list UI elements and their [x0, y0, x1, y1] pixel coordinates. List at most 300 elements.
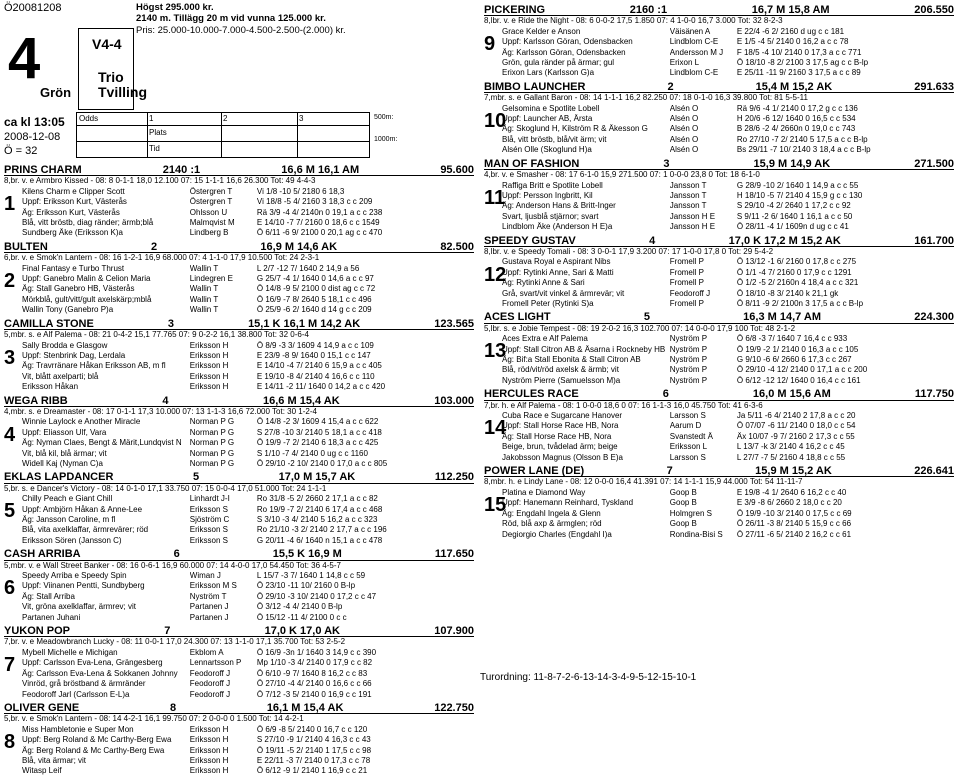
split-500m-label: 500m:: [374, 114, 394, 121]
start-driver: Lindblom C-E: [669, 37, 719, 47]
start-driver: Feodoroff J: [189, 679, 231, 689]
horse-meta: 4,mbr. s. e Dreamaster - 08: 17 0-1-1 17,3 10.000 07: 13 1-1-3 16,6 72.000 Tot: 30 1-2-4: [4, 406, 317, 416]
horse-earnings: 122.750: [434, 701, 474, 714]
horse-earnings: 271.500: [914, 157, 954, 170]
start-result: Ö 29/10 -3 10/ 2140 0 17,2 c c 47: [256, 591, 377, 601]
start-row: [4, 690, 474, 700]
start-row: [4, 208, 474, 218]
start-result: Äx 10/07 -9 7/ 2160 2 17,3 c c 55: [736, 431, 855, 441]
race-color: Grön: [40, 85, 72, 100]
start-result: F 18/5 -4 10/ 2140 0 17,3 a c c 771: [736, 47, 862, 57]
start-driver: Eriksson H: [189, 724, 229, 734]
start-result: Ö 6/12 -9 1/ 2140 1 16,9 c c 21: [256, 766, 368, 776]
start-result: Ö 3/12 -4 4/ 2140 0 B-lp: [256, 602, 343, 612]
start-desc: Alsén Olle (Skoglund H)a: [502, 145, 592, 155]
horse-post: 2: [151, 240, 158, 253]
start-row: [484, 519, 954, 529]
horse-header: [484, 466, 954, 477]
start-desc: Platina e Diamond Way: [502, 487, 586, 497]
horse-post: 4: [162, 394, 169, 407]
start-driver: Östergren T: [189, 197, 233, 207]
start-desc: Eriksson Håkan: [22, 382, 79, 392]
start-row: [484, 365, 954, 375]
horse-number: 15: [484, 494, 507, 517]
start-driver: Partanen J: [189, 602, 229, 612]
start-driver: Fromell P: [669, 257, 704, 267]
start-desc: Wallin Tony (Ganebro P)a: [22, 305, 114, 315]
horse-meta: 5,br. s. e Dancer's Victory - 08: 14 0-1-0 17,1 33.750 07: 15 0-0-4 17,0 51.000 Tot: 24 1-1-1: [4, 483, 327, 493]
start-row: [4, 669, 474, 679]
start-row: [484, 68, 954, 78]
start-result: Ö 19/9 -2 1/ 2140 0 16,3 a c c 105: [736, 344, 859, 354]
start-row: [484, 299, 954, 309]
horse-block: [484, 236, 954, 310]
start-driver: Eriksson H: [189, 745, 229, 755]
horse-post: 2160 :1: [629, 4, 668, 16]
horse-record: 17,0 K 17,0 AK: [264, 625, 340, 638]
start-desc: Uppf: Launcher AB, Årsta: [502, 114, 593, 124]
start-desc: Uppf: Berg Roland & Mc Carthy-Berg Ewa: [22, 735, 172, 745]
horse-name: PRINS CHARM: [4, 164, 82, 176]
start-desc: Uppf: Persson Ingbritt, Kil: [502, 190, 593, 200]
start-driver: Väisänen A: [669, 26, 711, 36]
start-row: [4, 372, 474, 382]
start-driver: Sjöström C: [189, 515, 230, 524]
start-desc: Nyström Pierre (Samuelsson M)a: [502, 375, 621, 385]
start-result: Ö 29/10 -4 12/ 2140 0 17,1 a c c 200: [736, 365, 868, 375]
start-row: [484, 212, 954, 222]
start-result: Ö 19/9 -10 3/ 2140 0 17,5 c c 69: [736, 508, 852, 518]
start-desc: Grace Kelder e Anson: [502, 26, 581, 36]
horse-post: 2140 :1: [162, 164, 201, 176]
start-desc: Gustava Royal e Aspirant Nibs: [502, 257, 611, 267]
horse-meta: 5,br. v. e Smok'n Lantern - 08: 14 4-2-1 16,1 99.750 07: 2 0-0-0 0 1.500 Tot: 14 4-2-1: [4, 714, 304, 724]
horse-number: 4: [4, 423, 16, 446]
horse-number: 12: [484, 263, 507, 286]
start-driver: Larsson S: [669, 452, 706, 462]
start-desc: Uppf: Ambjörn Håkan & Anne-Lee: [22, 504, 143, 514]
start-driver: Alsén O: [669, 124, 699, 134]
start-result: Ö 18/10 -8 2/ 2100 3 17,5 ag c c B-lp: [736, 58, 869, 68]
start-result: L 13/7 -k 3/ 2140 4 16,2 c c 45: [736, 442, 845, 452]
horse-post: 3: [663, 157, 670, 170]
horse-number: 10: [484, 109, 507, 132]
start-desc: Vit, blått axelparti; blå: [22, 371, 99, 381]
start-result: Ö 8/11 -9 2/ 2100n 3 17,5 a c c B-lp: [736, 298, 864, 308]
start-result: Ö 6/9 -8 5/ 2140 0 16,7 c c 120: [256, 724, 368, 734]
start-driver: Jansson H E: [669, 211, 716, 221]
start-result: Rä 3/9 -4 4/ 2140n 0 19,1 a c c 238: [256, 207, 383, 217]
horse-record: 16,3 M 14,7 AM: [743, 311, 822, 324]
start-desc: Blå, vitt bröstb, blå/vit ärm; vit: [502, 134, 607, 144]
start-desc: Äg: Karlsson Göran, Odensbacken: [502, 47, 626, 57]
horse-post: 2: [667, 80, 674, 93]
horse-name: YUKON POP: [4, 625, 71, 638]
start-row: [4, 295, 474, 305]
start-desc: Äg: Berg Roland & Mc Carthy-Berg Ewa: [22, 745, 165, 755]
start-result: S 29/10 -4 2/ 2640 1 17,2 c c 92: [736, 201, 851, 211]
start-driver: Linhardt J-I: [189, 494, 230, 504]
horse-number: 14: [484, 417, 507, 440]
start-desc: Mybell Michelle e Michigan: [22, 647, 118, 657]
start-desc: Lindblom Åke (Anderson H E)a: [502, 222, 613, 232]
start-result: Ö 1/1 -4 7/ 2160 0 17,9 c c 1291: [736, 267, 852, 277]
horse-meta: 6,br. v. e Smok'n Lantern - 08: 16 1-2-1 16,9 68.000 07: 4 1-1-0 17,9 10.500 Tot: 24 2-3-1: [4, 253, 320, 263]
horse-name: SPEEDY GUSTAV: [484, 234, 576, 247]
horse-number: 5: [4, 500, 16, 523]
horse-block: [484, 159, 954, 233]
start-driver: Nyström P: [669, 365, 708, 375]
start-desc: Blå, vita axelklaffar, ärmrevärer; röd: [22, 525, 149, 535]
start-driver: Feodoroff J: [189, 689, 231, 699]
start-result: E 19/8 -4 1/ 2640 6 16,2 c c 40: [736, 487, 847, 497]
start-desc: Jakobsson Magnus (Olsson B E)a: [502, 452, 623, 462]
start-row: [4, 725, 474, 735]
horse-name: OLIVER GENE: [4, 701, 80, 714]
start-result: Ö 14/8 -2 3/ 1609 4 15,4 a c c 622: [256, 417, 379, 427]
start-row: [484, 145, 954, 155]
start-driver: Feodoroff J: [189, 668, 231, 678]
horse-earnings: 112.250: [434, 471, 474, 484]
start-desc: Uppf: Eriksson Kurt, Västerås: [22, 197, 127, 207]
horse-earnings: 103.000: [434, 394, 474, 407]
start-desc: Äg: Anderson Hans & Britt-Inger: [502, 201, 616, 211]
start-driver: Norman P G: [189, 448, 235, 458]
start-driver: Rondina-Bisi S: [669, 529, 723, 539]
start-driver: Eriksson M S: [189, 581, 237, 591]
start-result: Vi 1/8 -10 5/ 2180 6 18,3: [256, 186, 345, 196]
start-desc: Fromell Peter (Rytinki S)a: [502, 298, 594, 308]
horse-post: 8: [169, 701, 177, 714]
start-desc: Uppf: Stenbrink Dag, Lerdala: [22, 350, 126, 360]
start-driver: Wallin T: [189, 284, 219, 294]
start-desc: Svart, ljusblå stjärnor; svart: [502, 211, 599, 221]
start-desc: Äg: Nyman Claes, Bengt & Märit,Lundqvist N: [22, 438, 182, 448]
grid-col1: 1: [149, 114, 154, 123]
start-desc: Äg: Eriksson Kurt, Västerås: [22, 207, 120, 217]
start-row: [4, 756, 474, 766]
start-driver: Goop B: [669, 487, 697, 497]
start-result: Ö 15/12 -11 4/ 2100 0 c c: [256, 612, 347, 622]
split-times: [370, 112, 498, 158]
start-desc: Uppf: Karlsson Göran, Odensbacken: [502, 37, 633, 47]
start-driver: Nyström T: [189, 591, 227, 601]
horse-header: [4, 165, 474, 176]
start-desc: Uppf: Eliasson Ulf, Vara: [22, 427, 107, 437]
start-driver: Eriksson H: [189, 350, 229, 360]
horse-record: 17,0 K 17,2 M 15,2 AK: [728, 234, 841, 247]
start-row: [484, 278, 954, 288]
horse-record: 15,5 K 16,9 M: [272, 548, 342, 561]
start-row: [4, 459, 474, 469]
start-result: Ö 6/11 -6 9/ 2100 0 20,1 ag c c 470: [256, 228, 383, 238]
grid-plats-label: Plats: [149, 128, 167, 137]
start-driver: Alsén O: [669, 114, 699, 124]
start-row: [4, 361, 474, 371]
start-driver: Ohlsson U: [189, 207, 228, 217]
horse-record: 15,9 M 14,9 AK: [753, 157, 831, 170]
start-driver: Wallin T: [189, 294, 219, 304]
start-row: [484, 257, 954, 267]
horse-meta: 7,mbr. s. e Gallant Baron - 08: 14 1-1-1 16,2 82.250 07: 18 0-1-0 16,3 39.800 Tot: 81 5-5-11: [484, 93, 808, 103]
start-driver: Lennartsson P: [189, 658, 242, 668]
start-driver: Jansson T: [669, 190, 707, 200]
start-desc: Uppf: Rytinki Anne, Sari & Matti: [502, 267, 614, 277]
start-desc: Sundberg Åke (Eriksson K)a: [22, 228, 123, 238]
start-result: Ö 6/8 -3 7/ 1640 7 16,4 c c 933: [736, 334, 848, 344]
start-row: [484, 181, 954, 191]
race-time: ca kl 13:05: [4, 115, 65, 129]
start-driver: Eriksson L: [669, 442, 708, 452]
start-driver: Alsén O: [669, 134, 699, 144]
start-desc: Grå, svart/vit vinkel & ärmrevär; vit: [502, 288, 625, 298]
horse-header: [4, 626, 474, 637]
horse-earnings: 117.750: [914, 388, 954, 401]
start-desc: Miss Hambletonie e Super Mon: [22, 724, 134, 734]
horse-earnings: 206.550: [914, 4, 954, 16]
horse-earnings: 123.565: [434, 317, 474, 330]
grid-col2: 2: [223, 114, 228, 123]
horse-header: [4, 242, 474, 253]
horse-meta: 7,br. v. e Meadowbranch Lucky - 08: 11 0-0-1 17,0 24.300 07: 13 1-1-0 17,1 35.700 Tot: 53 2-5-2: [4, 637, 346, 647]
start-result: S 1/10 -7 4/ 2140 0 ug c c 1160: [256, 448, 368, 458]
race-code: V4-4: [92, 36, 122, 52]
start-desc: Äg: Travrränare Håkan Eriksson AB, m fl: [22, 361, 166, 371]
start-row: [484, 58, 954, 68]
start-row: [4, 515, 474, 525]
start-desc: Partanen Juhani: [22, 612, 81, 622]
start-driver: Eriksson H: [189, 382, 229, 392]
horse-post: 6: [173, 548, 180, 561]
horse-header: [484, 82, 954, 93]
grid-odds-label: Odds: [79, 114, 99, 123]
horse-name: CASH ARRIBA: [4, 548, 81, 561]
horse-block: [484, 466, 954, 540]
start-driver: Fromell P: [669, 298, 704, 308]
horse-record: 16,6 M 16,1 AM: [281, 164, 360, 176]
horse-meta: 4,br. v. e Smasher - 08: 17 6-1-0 15,9 271.500 07: 1 0-0-0 23,8 0 Tot: 18 6-1-0: [484, 170, 760, 180]
start-row: [4, 766, 474, 776]
race-info: [136, 2, 346, 36]
start-result: L 15/7 -3 7/ 1640 1 14,8 c c 59: [256, 571, 366, 581]
horse-block: [4, 626, 474, 700]
horse-meta: 8,mbr. h. e Lindy Lane - 08: 12 0-0-0 16,4 41.391 07: 14 1-1-1 15,9 44.000 Tot: 54 11-11-7: [484, 477, 803, 487]
start-driver: Eriksson S: [189, 525, 228, 535]
start-desc: Speedy Arriba e Speedy Spin: [22, 571, 127, 581]
start-result: Ö 16/9 -3n 1/ 1640 3 14,9 c c 390: [256, 647, 377, 657]
start-row: [484, 27, 954, 37]
start-row: [4, 218, 474, 228]
horse-post: 5: [192, 471, 200, 484]
race-info-line: Pris: 25.000-10.000-7.000-4.500-2.500-(2.000) kr.: [136, 24, 346, 36]
start-result: H 20/6 -6 12/ 1640 0 16,5 c c 534: [736, 114, 856, 124]
start-desc: Raffiga Britt e Spotlite Lobell: [502, 180, 603, 190]
start-result: E 22/11 -3 7/ 2140 0 17,3 c c 78: [256, 755, 371, 765]
start-row: [4, 525, 474, 535]
left-column: [4, 162, 474, 777]
start-row: [4, 613, 474, 623]
start-result: Ö 29/10 -2 10/ 2140 0 17,0 a c c 805: [256, 458, 388, 468]
start-result: G 9/10 -6 6/ 2660 6 17,3 c c 267: [736, 355, 852, 364]
start-row: [4, 264, 474, 274]
race-type-tvilling: Tvilling: [98, 84, 147, 101]
start-driver: Eriksson S: [189, 535, 228, 545]
start-desc: Grön, gula ränder på ärmar; gul: [502, 58, 615, 68]
start-driver: Jansson H E: [669, 222, 716, 232]
horse-name: EKLAS LAPDANCER: [4, 471, 114, 484]
start-driver: Partanen J: [189, 612, 229, 622]
start-desc: Äg: Stall Arriba: [22, 591, 75, 601]
start-result: S 27/8 -10 3/ 2140 5 18,1 a c c 418: [256, 427, 382, 437]
start-result: Ö 28/11 -4 1/ 1609n d ug c c 41: [736, 222, 849, 232]
start-driver: Svanstedt Å: [669, 431, 713, 441]
start-result: L 27/7 -7 5/ 2160 4 18,8 c c 55: [736, 452, 846, 462]
start-desc: Äg: Stall Ganebro HB, Västerås: [22, 284, 135, 294]
horse-meta: 5,lbr. s. e Jobie Tempest - 08: 19 2-0-2 16,3 102.700 07: 14 0-0-0 17,9 100 Tot: 48 2-1-2: [484, 323, 796, 333]
start-desc: Vinröd, grå bröstband & ärmränder: [22, 679, 146, 689]
horse-header: [4, 703, 474, 714]
start-row: [484, 509, 954, 519]
start-desc: Blå, vita ärmar; vit: [22, 755, 87, 765]
start-result: Ro 31/8 -5 2/ 2660 2 17,1 a c c 82: [256, 494, 378, 504]
start-driver: Eriksson H: [189, 755, 229, 765]
start-desc: Uppf: Carlsson Eva-Lena, Grängesberg: [22, 658, 163, 668]
horse-earnings: 291.633: [914, 80, 954, 93]
start-row: [484, 104, 954, 114]
grid-tid-label: Tid: [149, 144, 160, 153]
start-desc: Beige, brun, tvådelad ärm; beige: [502, 442, 618, 452]
horse-number: 3: [4, 346, 16, 369]
start-desc: Cuba Race e Sugarcane Hanover: [502, 411, 623, 421]
split-1000m-label: 1000m:: [374, 136, 398, 143]
start-desc: Uppf: Stall Citron AB & Åsarna i Rockneby HB: [502, 344, 666, 354]
horse-meta: 8,lbr. v. e Speedy Tomali - 08: 3 0-0-1 17,9 3.200 07: 17 1-0-0 17,8 0 Tot: 29 5-4-2: [484, 246, 774, 256]
start-row: [4, 228, 474, 238]
start-result: E 14/10 -7 7/ 2160 0 18,6 c c 1549: [256, 218, 380, 228]
start-result: Rä 9/6 -4 1/ 2140 0 17,2 g c c 136: [736, 103, 858, 113]
start-driver: Norman P G: [189, 458, 235, 468]
start-desc: Äg: Carlsson Eva-Lena & Sokkanen Johnny: [22, 668, 178, 678]
start-driver: Lindegren E: [189, 274, 233, 284]
header-id: Ö20081208: [4, 2, 62, 14]
horse-record: 15,4 M 15,2 AK: [755, 80, 833, 93]
start-row: [484, 289, 954, 299]
start-desc: Witasp Leif: [22, 766, 62, 776]
start-desc: Äg: Bif:a Stall Ebonita & Stall Citron AB: [502, 355, 641, 364]
start-result: Ö 27/11 -6 5/ 2140 2 16,2 c c 61: [736, 529, 852, 539]
start-result: Ö 7/12 -3 5/ 2140 0 16,9 c c 191: [256, 689, 372, 699]
start-driver: Nyström P: [669, 355, 708, 364]
start-result: Ö 23/10 -11 10/ 2160 0 B-lp: [256, 581, 356, 591]
start-row: [4, 284, 474, 294]
start-row: [4, 648, 474, 658]
start-row: [4, 341, 474, 351]
start-result: L 2/7 -12 7/ 1640 2 14,9 a 56: [256, 263, 360, 273]
horse-meta: 5,mbr. v. e Wall Street Banker - 08: 16 0-6-1 16,9 60.000 07: 14 4-0-0 17,0 54.450 Tot: 36 4-5-7: [4, 560, 341, 570]
horse-record: 16,1 M 15,4 AK: [266, 701, 344, 714]
horse-earnings: 224.300: [914, 311, 954, 324]
result-grid: [76, 112, 370, 158]
horse-block: [4, 319, 474, 393]
start-desc: Widell Kaj (Nyman C)a: [22, 458, 103, 468]
start-driver: Nyström P: [669, 344, 708, 354]
start-result: Ö 25/9 -6 2/ 1640 d 14 g c c 209: [256, 305, 372, 315]
start-driver: Feodoroff J: [669, 288, 711, 298]
start-desc: Vit, blå kil, blå ärmar; vit: [22, 448, 107, 458]
horse-header: [4, 472, 474, 483]
horse-header: [4, 396, 474, 407]
horse-name: PICKERING: [484, 4, 546, 16]
right-column: [484, 2, 954, 540]
start-desc: Uppf: Viinanen Pentti, Sundbyberg: [22, 581, 145, 591]
start-order: Turordning: 11-8-7-2-6-13-14-3-4-9-5-12-15-10-1: [480, 672, 697, 683]
start-row: [484, 48, 954, 58]
start-driver: Alsén O: [669, 103, 699, 113]
start-driver: Wallin T: [189, 263, 219, 273]
horse-earnings: 161.700: [914, 234, 954, 247]
start-driver: Nyström P: [669, 375, 708, 385]
horse-meta: 8,lbr. v. e Ride the Night - 08: 6 0-0-2 17,5 1.850 07: 4 1-0-0 16,7 3.000 Tot: 32 8-2-3: [484, 16, 783, 26]
horse-record: 16,0 M 15,6 AM: [752, 388, 831, 401]
start-row: [484, 334, 954, 344]
horse-earnings: 107.900: [434, 625, 474, 638]
start-row: [484, 432, 954, 442]
start-driver: Erixon L: [669, 58, 700, 68]
start-driver: Eriksson H: [189, 735, 229, 745]
horse-post: 7: [666, 465, 673, 478]
horse-meta: 5,mbr. s. e Alf Palema - 08: 21 0-4-2 15,1 77.765 07: 9 0-2-2 16,1 38.800 Tot: 32 0-6-4: [4, 330, 309, 340]
start-result: Ro 21/10 -3 2/ 2140 2 17,7 a c c 196: [256, 525, 387, 535]
start-result: Ö 19/9 -7 2/ 2140 6 18,3 a c c 425: [256, 438, 379, 448]
start-row: [4, 602, 474, 612]
start-driver: Eriksson H: [189, 766, 229, 776]
start-result: E 22/4 -6 2/ 2160 d ug c c 181: [736, 26, 845, 36]
start-result: Ö 13/12 -1 6/ 2160 0 17,8 c c 275: [736, 257, 857, 267]
start-row: [4, 494, 474, 504]
start-desc: Winnie Laylock e Another Miracle: [22, 417, 141, 427]
start-driver: Eriksson H: [189, 340, 229, 350]
start-result: B 28/6 -2 4/ 2660n 0 19,0 c c 743: [736, 124, 856, 134]
start-result: Mp 1/10 -3 4/ 2140 0 17,9 c c 82: [256, 658, 373, 668]
horse-block: [4, 396, 474, 470]
horse-post: 4: [649, 234, 656, 247]
start-result: Ö 8/9 -3 3/ 1609 4 14,9 a c c 109: [256, 340, 374, 350]
start-result: G 20/11 -4 6/ 1640 n 15,1 a c c 478: [256, 535, 383, 545]
start-driver: Wiman J: [189, 571, 221, 581]
start-row: [484, 453, 954, 463]
horse-post: 5: [643, 311, 650, 324]
start-result: E 19/10 -8 4/ 2140 4 16,6 c c 110: [256, 371, 375, 381]
start-result: G 28/9 -10 2/ 1640 1 14,9 a c c 55: [736, 180, 859, 190]
horse-earnings: 117.650: [434, 548, 474, 561]
horse-number: 13: [484, 340, 507, 363]
horse-name: CAMILLA STONE: [4, 317, 94, 330]
start-result: Ro 27/10 -7 2/ 2140 5 17,5 a c c B-lp: [736, 134, 868, 144]
start-driver: Malmqvist M: [189, 218, 235, 228]
start-desc: Äg: Rytinki Anne & Sari: [502, 278, 585, 288]
horse-name: WEGA RIBB: [4, 394, 68, 407]
horse-record: 16,6 M 15,4 AK: [263, 394, 340, 407]
race-date: 2008-12-08: [4, 131, 61, 143]
start-driver: Ekblom A: [189, 647, 224, 657]
horse-name: BULTEN: [4, 240, 48, 253]
horse-header: [484, 5, 954, 16]
start-row: [4, 592, 474, 602]
horse-header: [484, 312, 954, 323]
start-driver: Goop B: [669, 498, 697, 508]
start-desc: Uppf: Stall Horse Race HB, Nora: [502, 421, 619, 431]
start-result: S 27/10 -9 1/ 2140 4 16,3 c c 43: [256, 735, 371, 745]
